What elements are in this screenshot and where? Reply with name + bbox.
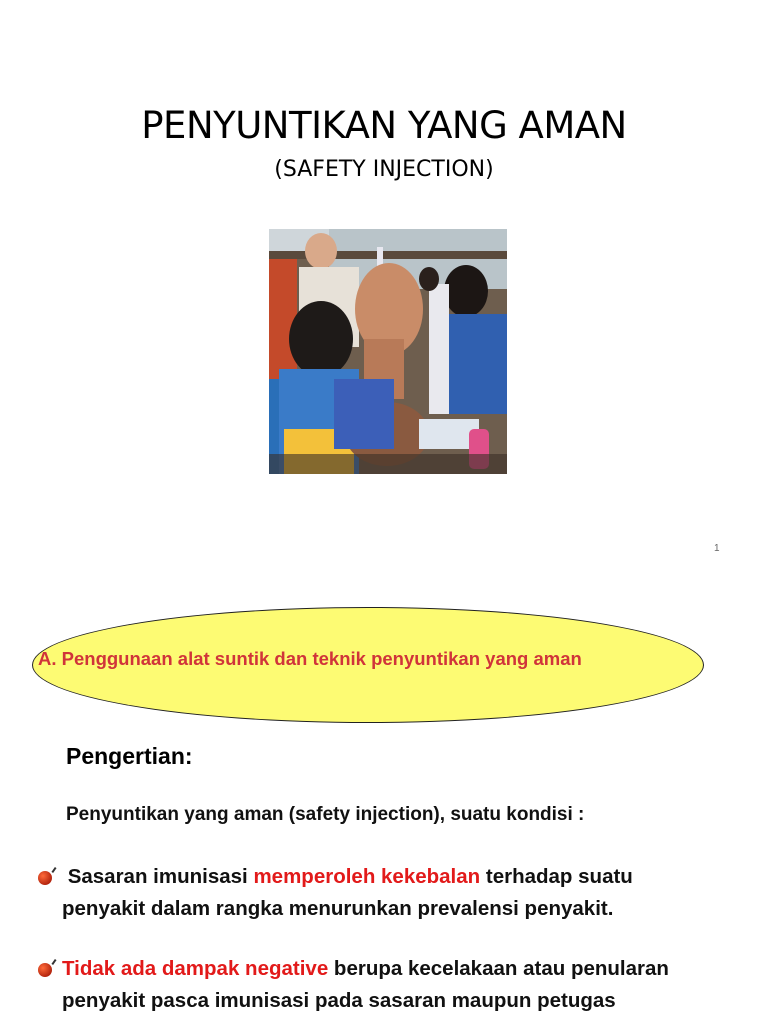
definition-intro: Penyuntikan yang aman (safety injection), suatu kondisi :	[66, 804, 585, 825]
definition-heading: Pengertian:	[66, 743, 193, 769]
slide-2	[0, 580, 768, 1024]
bullet-item-2	[38, 953, 738, 1017]
bullet-1-highlight: memperoleh kekebalan	[253, 865, 481, 888]
bullet-2-line2: penyakit pasca imunisasi pada sasaran maupun petugas	[62, 989, 616, 1012]
bullet-1-post: terhadap suatu	[480, 865, 633, 888]
bullet-2-post: berupa kecelakaan atau penularan	[328, 957, 669, 980]
injection-photo	[269, 229, 507, 474]
bullet-item-1	[38, 861, 738, 925]
page-number: 1	[714, 543, 720, 554]
bullet-dot-icon	[38, 963, 52, 977]
bullet-2-highlight: Tidak ada dampak negative	[62, 957, 329, 980]
slide-title: PENYUNTIKAN YANG AMAN	[141, 104, 627, 147]
bullet-1-pre: Sasaran imunisasi	[62, 865, 254, 888]
injection-photo-image	[269, 229, 507, 474]
bullet-1-line2: penyakit dalam rangka menurunkan prevalensi penyakit.	[62, 897, 614, 920]
bullet-dot-icon	[38, 871, 52, 885]
slide-subtitle: (SAFETY INJECTION)	[274, 157, 494, 182]
section-title: A. Penggunaan alat suntik dan teknik penyuntikan yang aman	[38, 648, 582, 669]
